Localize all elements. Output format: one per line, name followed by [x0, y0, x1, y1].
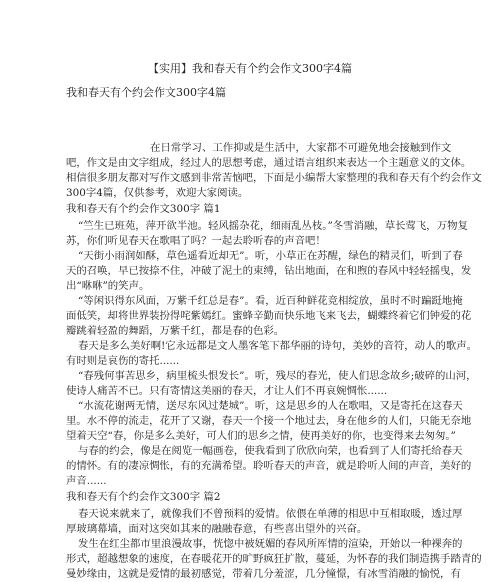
text-line: “竺生已班苑，萍开欲半池。轻风摇杂花，细雨乱丛枝。”冬雪消融，草长莺飞，万物复: [78, 220, 468, 232]
text-line: 瓣跳着轻盈的舞蹈，万紫千红，都是春的色彩。: [66, 325, 285, 337]
text-line: 相信很多朋友都对写作文感到非常苦恼吧，下面是小编帮大家整理的我和春天有个约会作文: [66, 172, 482, 184]
text-line: 有时则是哀伤的寄托......: [66, 355, 180, 367]
intro-paragraph: [66, 141, 482, 201]
text-line: 在日常学习、工作抑或是生活中，大家都不可避免地会接触到作文: [150, 142, 452, 154]
text-line: 面低笑，却将世界装扮得咤紫嫣红。蜜蜂辛勤而快乐地飞来飞去，蝴蝶终着它们钟爱的花: [66, 310, 472, 322]
text-line: 的情怀。有的凄凉惆怅，有的充满希望。聆听春天的声音，就是聆听人间的声音，美好的: [66, 460, 472, 472]
text-line: 里。水不停的流走，花开了又谢，春天一个接一个地过去，身在他乡的人们，只能无奈地: [66, 415, 472, 427]
text-line: “等闲识得东风面，万紫千红总是春”。看，近百种鲜花竞相绽放，虽时不时蹁跹地掩: [78, 295, 463, 307]
section-1-heading: 我和春天有个约会作文300字 篇1: [66, 203, 221, 215]
text-line: 使诗人痛苦不已。只有寄情这美丽的春天，才让人们不再哀婉惆怅......: [66, 385, 388, 397]
text-line: 声音......: [66, 475, 107, 487]
text-line: “天街小雨润如酥，草色遥看近却无”。听，小草正在苏醒，绿色的精灵们，听到了春: [78, 250, 463, 262]
text-line: 发生在红尘都市里浪漫故事，恍惚中被妩媚的春风所厍情的渲染，开始以一种裸奔的: [78, 538, 463, 550]
text-line: 吧，作文是由文字组成，经过人的思想考虑，通过语言组织来表达一个主题意义的文体。: [66, 157, 472, 169]
text-line: 300字4篇，仅供参考，欢迎大家阅读。: [66, 187, 249, 199]
section-1-body: [66, 219, 478, 489]
section-2-heading: 我和春天有个约会作文300字 篇2: [66, 491, 221, 503]
text-line: 望着天空“春，你是多么美好，可人们的思乡之情，使再美好的你，也变得来去匆匆。”: [66, 430, 456, 442]
text-line: 与春的约会，像是在阅览一幅画卷，使我看到了欣欣向荣，也看到了人们寄托给春天: [78, 445, 463, 457]
text-line: 曼妙缘由，这就是爱情的最初感觉，带着几分羞涩，几分憧憬，有冰雪消融的愉悦，有: [66, 568, 461, 580]
text-line: 厚玻璃幕墙，面对这突如其来的融融春意，有些喜出望外的兴奋。: [66, 523, 368, 535]
text-line: 出“咻咻”的笑声。: [66, 280, 150, 292]
text-line: “水流花谢两无情，送尽东风过楚城”。听，这是思乡的人在歌唱，又是寄托在这春天: [78, 400, 463, 412]
text-line: 春天说来就来了，就像我们不曾预料的爱情。依偎在单薄的相思中互相取暖，透过厚: [78, 508, 463, 520]
text-line: 苏，你们听见春天在歌唱了吗？一起去聆听春的声音吧！: [66, 235, 326, 247]
text-line: 春天是多么美好啊!它永远都是文人墨客笔下都华丽的诗句，美妙的音符，动人的歌声。: [78, 340, 478, 352]
section-2-body: [66, 507, 482, 582]
text-line: 天的召唤，早已按捺不住，冲破了泥土的束缚，钻出地面，在和煦的春风中轻轻摇曳，发: [66, 265, 472, 277]
text-line: 形式，超越想象的速度，在春暖花开的旷野疯狂扩散，蔓延，为怀春的我们制造携手踏青的: [66, 553, 482, 565]
document-subtitle: 我和春天有个约会作文300字4篇: [66, 86, 226, 99]
document-title: 【实用】我和春天有个约会作文300字4篇: [148, 62, 352, 75]
text-line: “春残何事苦思乡，病里梳头恨发长”。听，残尽的春光，使人们思念故乡;破碎的山河，: [78, 370, 477, 382]
